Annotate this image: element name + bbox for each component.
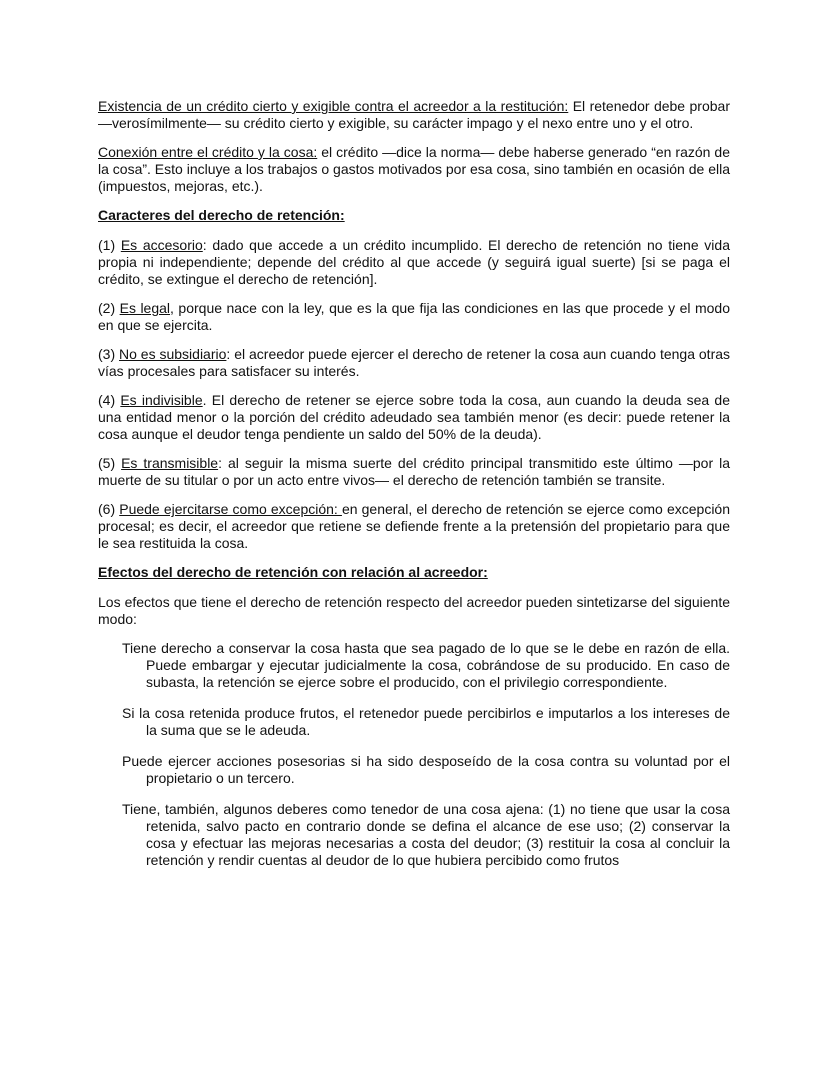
requisito-conexion-text: el crédito —dice la norma— debe haberse generado “en razón de la cosa”. Esto incluye a los trabajos o gastos motivados por esa cosa, sino también en ocasión de ella (impuestos, mejoras, etc.).: [98, 144, 730, 194]
caracter-text: : al seguir la misma suerte del crédito principal transmitido este último —por la muerte de su titular o por un acto entre vivos— el derecho de retención también se transite.: [98, 455, 731, 488]
efectos-heading: Efectos del derecho de retención con relación al acreedor:: [98, 564, 488, 580]
requisito-credito-title: Existencia de un crédito cierto y exigible contra el acreedor a la restitución:: [98, 98, 569, 114]
efectos-intro: Los efectos que tiene el derecho de retención respecto del acreedor pueden sintetizarse del siguiente modo:: [98, 594, 730, 627]
requisito-conexion-title: Conexión entre el crédito y la cosa:: [98, 144, 318, 160]
caracter-text: : dado que accede a un crédito incumplido. El derecho de retención no tiene vida propia ni independiente; depende del crédito al que accede (y seguirá igual suerte) [si se paga el crédito, se extingue el derecho de retención].: [98, 237, 730, 287]
efecto-item: Si la cosa retenida produce frutos, el retenedor puede percibirlos e imputarlos a los intereses de la suma que se le adeuda.: [122, 705, 730, 738]
caracter-title: Es legal: [119, 300, 171, 316]
caracter-item: [98, 300, 730, 334]
caracter-text: , porque nace con la ley, que es la que fija las condiciones en las que procede y el modo en que se ejercita.: [98, 300, 730, 333]
requisito-conexion-paragraph: [98, 144, 730, 195]
caracter-title: No es subsidiario: [119, 346, 227, 362]
efecto-item: Tiene derecho a conservar la cosa hasta que sea pagado de lo que se le debe en razón de ella. Puede embargar y ejecutar judicialmente la cosa, cobrándose de su producido. En caso de subasta, la retención se ejerce sobre el producido, con el privilegio correspondiente.: [122, 640, 730, 690]
caracter-text: : el acreedor puede ejercer el derecho de retener la cosa aun cuando tenga otras vías procesales para satisfacer su interés.: [98, 346, 731, 379]
caracter-number: (2): [98, 300, 120, 316]
caracteres-heading: Caracteres del derecho de retención:: [98, 207, 345, 223]
caracter-title: Puede ejercitarse como excepción:: [119, 501, 342, 517]
caracter-number: (6): [98, 501, 120, 517]
requisito-credito-paragraph: [98, 98, 730, 132]
efecto-item: Puede ejercer acciones posesorias si ha sido desposeído de la cosa contra su voluntad por el propietario o un tercero.: [122, 753, 730, 786]
caracter-text: en general, el derecho de retención se ejerce como excepción procesal; es decir, el acreedor que retiene se defiende frente a la pretensión del propietario para que le sea restituida la cosa.: [98, 501, 730, 551]
caracter-title: Es accesorio: [120, 237, 203, 253]
caracter-text: . El derecho de retener se ejerce sobre toda la cosa, aun cuando la deuda sea de una entidad menor o la porción del crédito adeudado sea también menor (es decir: puede retener la cosa aunque el deudor tenga pendiente un saldo del 50% de la deuda).: [98, 392, 730, 442]
caracter-number: (4): [98, 392, 121, 408]
caracter-item: [98, 455, 730, 489]
caracter-title: Es indivisible: [120, 392, 203, 408]
caracter-item: [98, 501, 730, 552]
caracter-number: (3): [98, 346, 120, 362]
caracter-item: [98, 237, 730, 288]
caracter-title: Es transmisible: [121, 455, 219, 471]
caracter-number: (5): [98, 455, 122, 471]
efecto-item: Tiene, también, algunos deberes como tenedor de una cosa ajena: (1) no tiene que usar la cosa retenida, salvo pacto en contrario donde se defina el alcance de ese uso; (2) conservar la cosa y efectuar las mejoras necesarias a costa del deudor; (3) restituir la cosa al concluir la retención y rendir cuentas al deudor de lo que hubiera percibido como frutos: [122, 801, 730, 868]
caracter-item: [98, 346, 730, 380]
caracter-item: [98, 392, 730, 443]
requisito-credito-text: El retenedor debe probar —verosímilmente— su crédito cierto y exigible, su carácter impago y el nexo entre uno y el otro.: [98, 98, 730, 131]
caracter-number: (1): [98, 237, 121, 253]
document-page: [98, 98, 730, 883]
